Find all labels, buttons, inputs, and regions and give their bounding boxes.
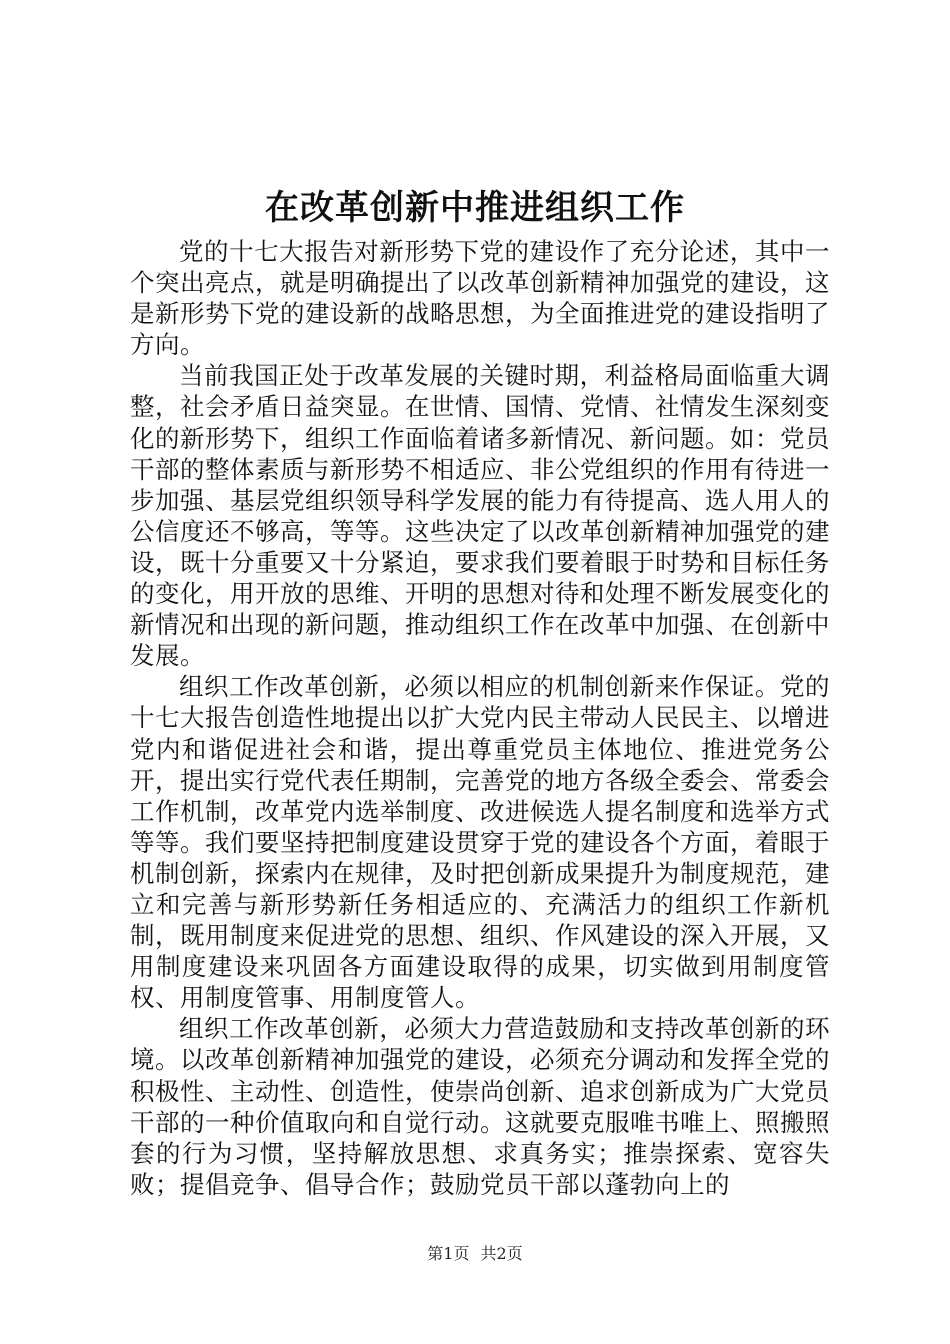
page-number: 第1页 (427, 1244, 470, 1263)
paragraph: 组织工作改革创新，必须以相应的机制创新来作保证。党的十七大报告创造性地提出以扩大党内民主带动人民民主、以增进党内和谐促进社会和谐，提出尊重党员主体地位、推进党务公开，提出实行党代表任期制，完善党的地方各级全委会、常委会工作机制，改革党内选举制度、改进候选人提名制度和选举方式等等。我们要坚持把制度建设贯穿于党的建设各个方面，着眼于机制创新，探索内在规律，及时把创新成果提升为制度规范，建立和完善与新形势新任务相适应的、充满活力的组织工作新机制，既用制度来促进党的思想、组织、作风建设的深入开展，又用制度建设来巩固各方面建设取得的成果，切实做到用制度管权、用制度管事、用制度管人。 (130, 672, 830, 1013)
page-total: 共2页 (480, 1244, 523, 1263)
paragraph: 当前我国正处于改革发展的关键时期，利益格局面临重大调整，社会矛盾日益突显。在世情、国情、党情、社情发生深刻变化的新形势下，组织工作面临着诸多新情况、新问题。如：党员干部的整体素质与新形势不相适应、非公党组织的作用有待进一步加强、基层党组织领导科学发展的能力有待提高、选人用人的公信度还不够高，等等。这些决定了以改革创新精神加强党的建设，既十分重要又十分紧迫，要求我们要着眼于时势和目标任务的变化，用开放的思维、开明的思想对待和处理不断发展变化的新情况和出现的新问题，推动组织工作在改革中加强、在创新中发展。 (130, 361, 830, 671)
paragraph: 党的十七大报告对新形势下党的建设作了充分论述，其中一个突出亮点，就是明确提出了以改革创新精神加强党的建设，这是新形势下党的建设新的战略思想，为全面推进党的建设指明了方向。 (130, 237, 830, 360)
paragraph: 组织工作改革创新，必须大力营造鼓励和支持改革创新的环境。以改革创新精神加强党的建设，必须充分调动和发挥全党的积极性、主动性、创造性，使崇尚创新、追求创新成为广大党员干部的一种价值取向和自觉行动。这就要克服唯书唯上、照搬照套的行为习惯，坚持解放思想、求真务实；推崇探索、宽容失败；提倡竞争、倡导合作；鼓励党员干部以蓬勃向上的 (130, 1014, 830, 1199)
page-footer (0, 1244, 950, 1264)
document-body (130, 236, 830, 1200)
document-title: 在改革创新中推进组织工作 (265, 188, 685, 228)
